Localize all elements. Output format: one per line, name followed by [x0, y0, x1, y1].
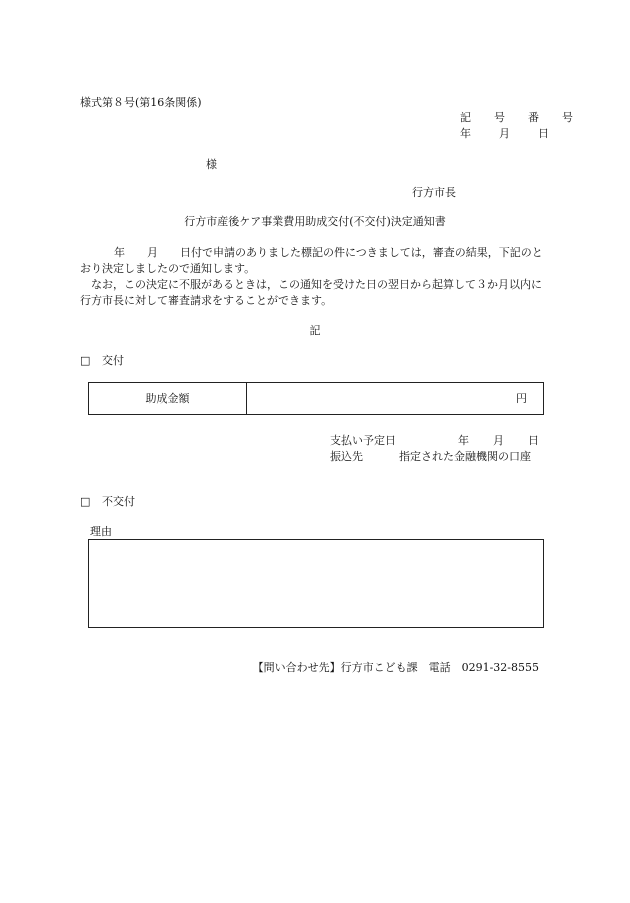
amount-unit: 円 [516, 391, 527, 405]
non-grant-checkbox[interactable]: □ [80, 495, 91, 508]
non-grant-label: 不交付 [102, 495, 135, 508]
amount-value-cell[interactable] [247, 383, 543, 414]
grant-label: 交付 [102, 354, 124, 367]
body-paragraph-1-text: 日付で申請のありました標記の件につきましては，審査の結果，下記のとおり決定しましたので通知します。 [80, 246, 543, 275]
grant-checkbox-row [80, 353, 124, 368]
document-date [460, 126, 549, 141]
sender: 行方市長 [412, 186, 456, 199]
document-title: 行方市産後ケア事業費用助成交付(不交付)決定通知書 [184, 215, 446, 228]
document-number-label: 記 号 番 号 [460, 111, 579, 124]
body-text [80, 245, 550, 309]
payment-month: 月 [493, 434, 504, 447]
reason-label: 理由 [90, 525, 112, 538]
payment-date-label: 支払い予定日 [330, 434, 396, 447]
non-grant-checkbox-row [80, 494, 135, 509]
amount-table [88, 382, 544, 415]
body-year: 年 [114, 246, 125, 259]
addressee-suffix: 様 [206, 158, 217, 171]
contact-info: 【問い合わせ先】行方市こども課 電話 0291-32-8555 [252, 661, 539, 674]
date-month: 月 [499, 127, 510, 140]
amount-label: 助成金額 [89, 383, 247, 414]
transfer-row [330, 449, 531, 464]
body-paragraph-2: なお，この決定に不服があるときは，この通知を受けた日の翌日から起算して３か月以内に行方市長に対して審査請求をすることができます。 [80, 278, 542, 307]
reason-box[interactable] [88, 539, 544, 628]
transfer-label: 振込先 [330, 450, 363, 463]
grant-checkbox[interactable]: □ [80, 354, 91, 367]
payment-year: 年 [458, 434, 469, 447]
transfer-value: 指定された金融機関の口座 [399, 450, 531, 463]
payment-date-row [330, 433, 539, 448]
body-month: 月 [147, 246, 158, 259]
ki-heading: 記 [309, 324, 321, 337]
date-day: 日 [538, 127, 549, 140]
form-number: 様式第８号(第16条関係) [80, 96, 202, 109]
payment-day: 日 [528, 434, 539, 447]
body-paragraph-1 [80, 245, 550, 277]
date-year: 年 [460, 127, 471, 140]
